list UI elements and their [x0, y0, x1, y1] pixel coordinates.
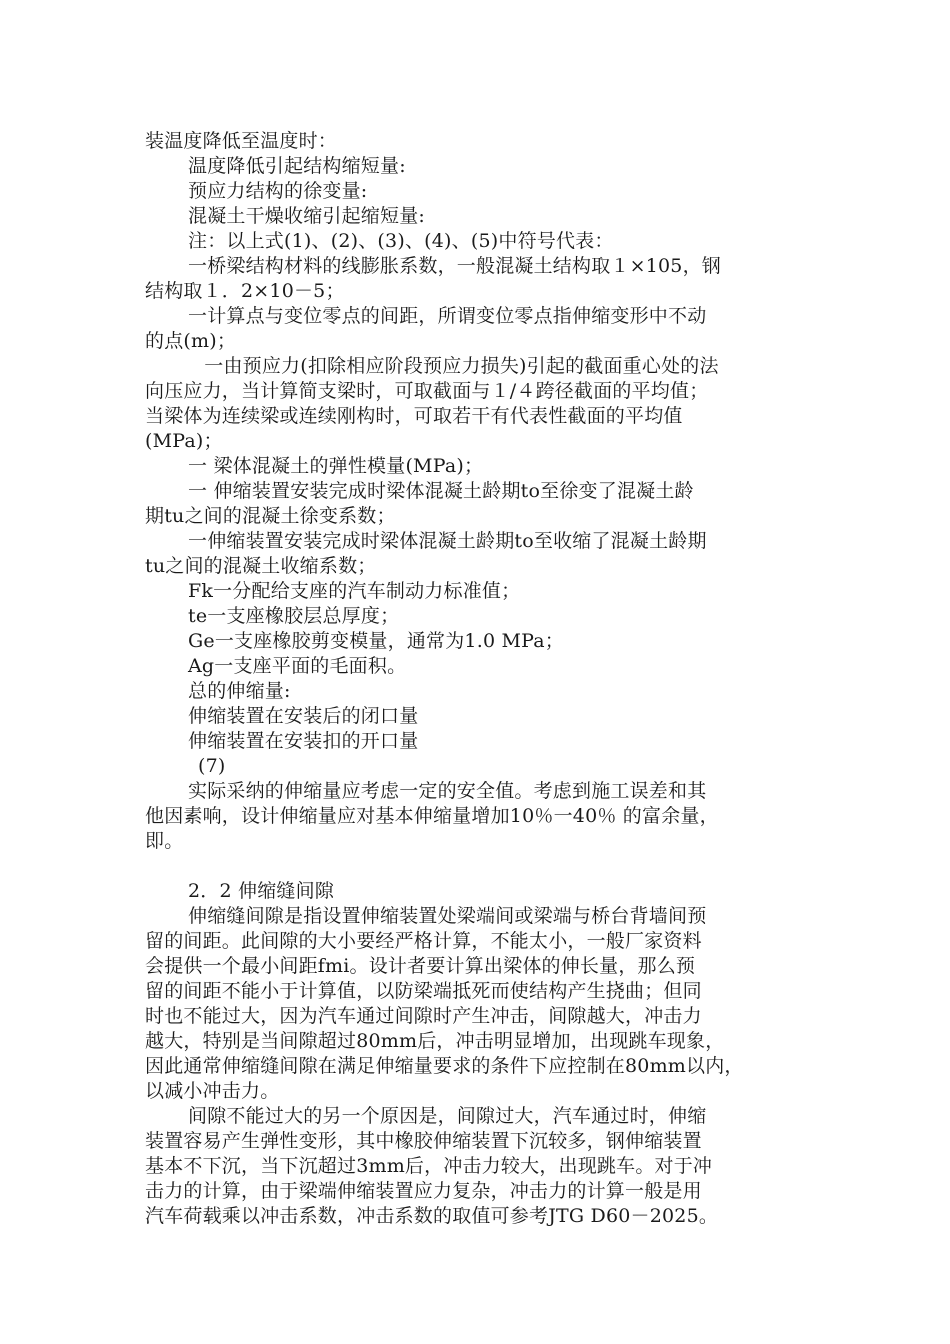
- text-line: 的点(m)；: [145, 330, 237, 352]
- text-line: 会提供一个最小间距fmi。设计者要计算出梁体的伸长量，那么预: [145, 955, 696, 977]
- text-line: 期tu之间的混凝土徐变系数；: [145, 505, 396, 527]
- text-line: 留的间距不能小于计算值，以防梁端抵死而使结构产生挠曲；但同: [145, 980, 702, 1002]
- text-line: 一计算点与变位零点的间距，所谓变位零点指伸缩变形中不动: [188, 305, 707, 327]
- text-line: Fk一分配给支座的汽车制动力标准值；: [188, 580, 521, 602]
- text-line: 越大，特别是当间隙超过80mm后，冲击明显增加，出现跳车现象，: [145, 1030, 725, 1052]
- text-line: 一伸缩装置安装完成时梁体混凝土龄期to至收缩了混凝土龄期: [188, 530, 707, 552]
- text-line: 基本不下沉，当下沉超过3mm后，冲击力较大，出现跳车。对于冲: [145, 1155, 713, 1177]
- text-line: 时也不能过大，因为汽车通过间隙时产生冲击，间隙越大，冲击力: [145, 1005, 702, 1027]
- text-line: 一由预应力(扣除相应阶段预应力损失)引起的截面重心处的法: [198, 355, 719, 377]
- text-line: 注：以上式(1)、(2)、(3)、(4)、(5)中符号代表：: [188, 230, 614, 252]
- text-line: 以减小冲击力。: [145, 1080, 280, 1102]
- text-line: (MPa)；: [145, 430, 223, 452]
- text-line: 实际采纳的伸缩量应考虑一定的安全值。考虑到施工误差和其: [188, 780, 707, 802]
- text-line: 总的伸缩量:: [188, 680, 291, 702]
- text-line: te一支座橡胶层总厚度；: [188, 605, 400, 627]
- text-line: 伸缩缝间隙是指设置伸缩装置处梁端间或梁端与桥台背墙间预: [188, 905, 707, 927]
- section-heading: 2．2 伸缩缝间隙: [188, 880, 335, 902]
- text-line: 即。: [145, 830, 184, 852]
- text-line: 击力的计算，由于梁端伸缩装置应力复杂，冲击力的计算一般是用: [145, 1180, 702, 1202]
- text-line: 一 伸缩装置安装完成时梁体混凝土龄期to至徐变了混凝土龄: [188, 480, 694, 502]
- text-line: 装温度降低至温度时：: [145, 130, 338, 152]
- text-line: 一桥梁结构材料的线膨胀系数，一般混凝土结构取１×105，钢: [188, 255, 721, 277]
- text-line: Ge一支座橡胶剪变模量，通常为1.0 MPa；: [188, 630, 564, 652]
- text-line: 伸缩装置在安装扣的开口量: [188, 730, 419, 752]
- text-line: 因此通常伸缩缝间隙在满足伸缩量要求的条件下应控制在80mm以内，: [145, 1055, 744, 1077]
- text-line: 一 梁体混凝土的弹性模量(MPa)；: [188, 455, 484, 477]
- text-line: 混凝土干燥收缩引起缩短量:: [188, 205, 426, 227]
- text-line: 间隙不能过大的另一个原因是，间隙过大，汽车通过时，伸缩: [188, 1105, 707, 1127]
- text-line: 装置容易产生弹性变形，其中橡胶伸缩装置下沉较多，钢伸缩装置: [145, 1130, 702, 1152]
- text-line: 温度降低引起结构缩短量:: [188, 155, 406, 177]
- text-line: Ag一支座平面的毛面积。: [188, 655, 407, 677]
- text-line: 当梁体为连续梁或连续刚构时，可取若干有代表性截面的平均值: [145, 405, 683, 427]
- text-line: 结构取１．2×10－5；: [145, 280, 345, 302]
- text-line: 向压应力，当计算简支梁时，可取截面与１/４跨径截面的平均值；: [145, 380, 709, 402]
- equation-number: (7): [198, 755, 226, 777]
- text-line: 他因素响，设计伸缩量应对基本伸缩量增加10％一40％ 的富余量，: [145, 805, 719, 827]
- text-line: 预应力结构的徐变量:: [188, 180, 368, 202]
- text-line: 留的间距。此间隙的大小要经严格计算，不能太小，一般厂家资料: [145, 930, 702, 952]
- text-line: tu之间的混凝土收缩系数；: [145, 555, 377, 577]
- text-line: 汽车荷载乘以冲击系数，冲击系数的取值可参考JTG D60－2025。: [145, 1205, 719, 1227]
- text-line: 伸缩装置在安装后的闭口量: [188, 705, 419, 727]
